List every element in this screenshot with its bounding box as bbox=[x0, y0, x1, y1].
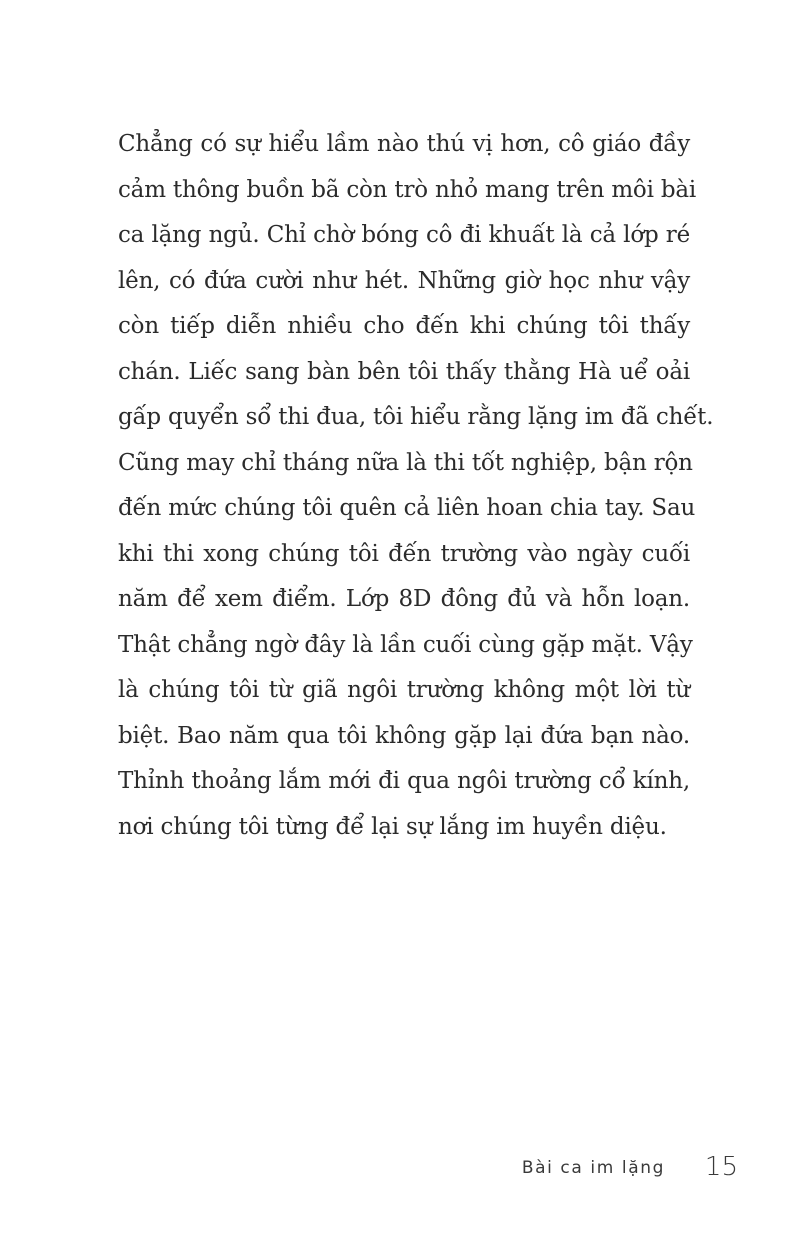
text-line: gấp quyển sổ thi đua, tôi hiểu rằng lặng im đã chết. bbox=[118, 404, 714, 430]
text-line: chán. Liếc sang bàn bên tôi thấy thằng Hà uể oải bbox=[118, 358, 690, 385]
text-line: Chẳng có sự hiểu lầm nào thú vị hơn, cô giáo đầy bbox=[118, 131, 690, 157]
text-line: đến mức chúng tôi quên cả liên hoan chia tay. Sau bbox=[118, 495, 696, 521]
text-line: biệt. Bao năm qua tôi không gặp lại đứa bạn nào. bbox=[118, 722, 690, 749]
text-line: năm để xem điểm. Lớp 8D đông đủ và hỗn loạn. bbox=[118, 586, 690, 612]
text-line: là chúng tôi từ giã ngôi trường không một lời từ bbox=[118, 677, 690, 703]
running-title: Bài ca im lặng bbox=[521, 1158, 665, 1178]
text-line: Cũng may chỉ tháng nữa là thi tốt nghiệp, bận rộn bbox=[118, 449, 693, 476]
page-footer bbox=[0, 1150, 800, 1190]
text-line: Thỉnh thoảng lắm mới đi qua ngôi trường cổ kính, bbox=[118, 768, 690, 794]
text-line: lên, có đứa cười như hét. Những giờ học như vậy bbox=[118, 267, 690, 294]
text-line: ca lặng ngủ. Chỉ chờ bóng cô đi khuất là cả lớp ré bbox=[118, 222, 690, 248]
text-line: còn tiếp diễn nhiều cho đến khi chúng tôi thấy bbox=[118, 313, 690, 339]
text-line: nơi chúng tôi từng để lại sự lắng im huyền diệu. bbox=[118, 813, 667, 840]
text-line: Thật chẳng ngờ đây là lần cuối cùng gặp mặt. Vậy bbox=[118, 631, 693, 658]
text-line: khi thi xong chúng tôi đến trường vào ngày cuối bbox=[118, 540, 690, 567]
page-number: 15 bbox=[704, 1152, 738, 1182]
text-line: cảm thông buồn bã còn trò nhỏ mang trên môi bài bbox=[118, 176, 697, 203]
body-paragraph bbox=[118, 122, 714, 850]
